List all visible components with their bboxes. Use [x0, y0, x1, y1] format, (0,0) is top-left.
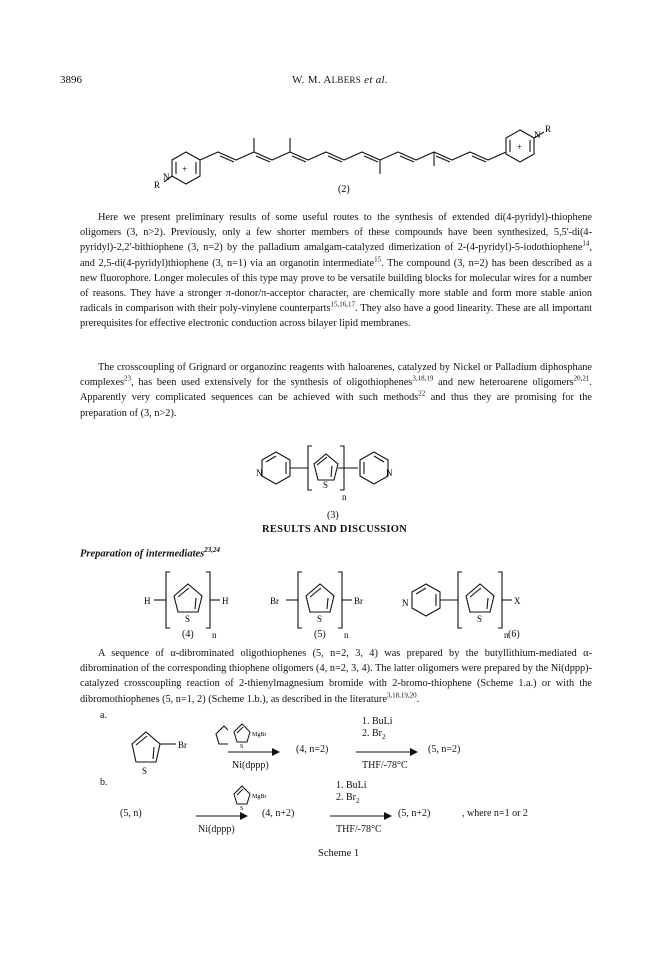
- compound-6-label: (6): [508, 629, 520, 640]
- scheme-b-step2: 2. $Br_2$: [336, 792, 360, 805]
- paragraph-1: Here we present preliminary results of some useful routes to the synthesis of extended di(4-pyridyl)-thiophene oligomers (3, n>2). Previously, only a few shorter members of these compounds have been synthesized, 5,5'-di(4-pyridyl)-2,2'-bithiophene (3, n=2) by the palladium amalgam-catalyzed dimerization of 2-(4-pyridyl)-5-iodothiophene$^{14}$, and 2,5-di(4-pyridyl)thiophene (3, n=1) via an organotin intermediate$^{15}$. The compound (3, n=2) has been described as a new fluorophore. Longer molecules of this type may prove to be versatile building blocks for molecular wires for a number of reasons. They have a stronger π-donor/π-acceptor character, are chemically more stable and form more stable anion radicals in comparison with their poly-vinylene counterparts$^{15,16,17}$. They also have a good linearity. These are all important prerequisites for effective electronic conduction across bilayer lipid membranes.: [80, 212, 593, 330]
- plus-right: +: [517, 142, 523, 152]
- scheme-a-conditions: THF/-78°C: [362, 760, 408, 771]
- compound-4-label: (4): [182, 629, 194, 640]
- n-right: N: [386, 468, 393, 478]
- r-right: R: [545, 124, 552, 134]
- compound-5-label: (5): [314, 629, 326, 640]
- svg-text:N: N: [402, 598, 409, 608]
- r-left: R: [154, 180, 161, 190]
- scheme-b-start: (5, n): [120, 808, 142, 819]
- scheme-a-step2: 2. $Br_2$: [362, 728, 386, 741]
- scheme-b-label: b.: [100, 777, 108, 788]
- scheme-b-final: (5, n+2): [398, 808, 431, 819]
- scheme-b-catalyst: Ni(dppp): [198, 824, 235, 835]
- compound-2-structure: [150, 122, 560, 198]
- svg-text:n: n: [344, 630, 349, 640]
- scheme-a-grignard: [228, 718, 288, 748]
- scheme-a-catalyst: Ni(dppp): [232, 760, 269, 771]
- svg-text:n: n: [504, 630, 509, 640]
- svg-text:H: H: [222, 596, 229, 606]
- compound-3-structure: [252, 440, 422, 506]
- scheme-caption: Scheme 1: [318, 848, 360, 859]
- running-title: W. M. ALBERS et al.: [292, 74, 388, 86]
- compound-6-structure: [396, 566, 546, 644]
- compound-2-label: (2): [338, 184, 350, 195]
- scheme-a-step1: 1. BuLi: [362, 716, 393, 727]
- scheme-b-conditions: THF/-78°C: [336, 824, 382, 835]
- svg-text:Br: Br: [354, 596, 363, 606]
- svg-text:Br: Br: [270, 596, 279, 606]
- section-heading: RESULTS AND DISCUSSION: [262, 524, 408, 535]
- svg-text:MgBr: MgBr: [252, 794, 267, 800]
- svg-text:X: X: [514, 596, 521, 606]
- n-left: N: [163, 172, 170, 182]
- svg-text:S: S: [240, 806, 244, 810]
- paragraph-2: The crosscoupling of Grignard or organozinc reagents with haloarenes, catalyzed by Nickel or Palladium diphosphane complexes$^{23}$, has been used extensively for the synthesis of oligothiophenes$^{3,18,19}$ and new heteroarene oligomers$^{20,21}$. Apparently very complicated sequences can be achieved with such methods$^{22}$ and thus they are promising for the preparation of (3, n>2).: [80, 362, 592, 419]
- paragraph-3: A sequence of α-dibrominated oligothiophenes (5, n=2, 3, 4) was prepared by the butyllithium-mediated α-dibromination of the corresponding thiophene oligomers (4, n=2, 3, 4). The latter oligomers were prepared by the Ni(dppp)-catalyzed crosscoupling reaction of 2-thienylmagnesium bromide with 2-bromo-thiophene (Scheme 1.a.) or with the dibromothiophenes (5, n=1, 2) (Scheme 1.b.), as described in the literature$^{3,18,19,20}$.: [80, 648, 592, 705]
- svg-text:n: n: [212, 630, 217, 640]
- scheme-b-product: (4, n+2): [262, 808, 295, 819]
- scheme-a-final: (5, n=2): [428, 744, 461, 755]
- svg-text:MgBr: MgBr: [252, 732, 267, 738]
- scheme-a-product: (4, n=2): [296, 744, 329, 755]
- n-left: N: [256, 468, 263, 478]
- scheme-a-structure: [118, 720, 228, 790]
- arrow-b2: [330, 812, 392, 820]
- plus-left: +: [182, 164, 188, 174]
- s-label: S: [323, 480, 329, 490]
- svg-text:S: S: [142, 766, 148, 776]
- svg-text:S: S: [317, 614, 323, 624]
- arrow-b1: [196, 812, 248, 820]
- arrow-a1: [228, 748, 280, 756]
- scheme-b-note: , where n=1 or 2: [462, 808, 528, 819]
- arrow-a2: [356, 748, 418, 756]
- svg-text:S: S: [477, 614, 483, 624]
- svg-text:H: H: [144, 596, 151, 606]
- scheme-a-label: a.: [100, 710, 107, 721]
- svg-text:S: S: [240, 744, 244, 748]
- n-right: N: [534, 130, 541, 140]
- page-number: 3896: [60, 74, 82, 86]
- scheme-b-step1: 1. BuLi: [336, 780, 367, 791]
- compound-3-label: (3): [327, 510, 339, 521]
- svg-text:Br: Br: [178, 740, 187, 750]
- subheading: Preparation of intermediates$^{23,24}$: [80, 546, 220, 560]
- scheme-b-grignard: [228, 780, 288, 810]
- n-subscript: n: [342, 492, 347, 502]
- svg-text:S: S: [185, 614, 191, 624]
